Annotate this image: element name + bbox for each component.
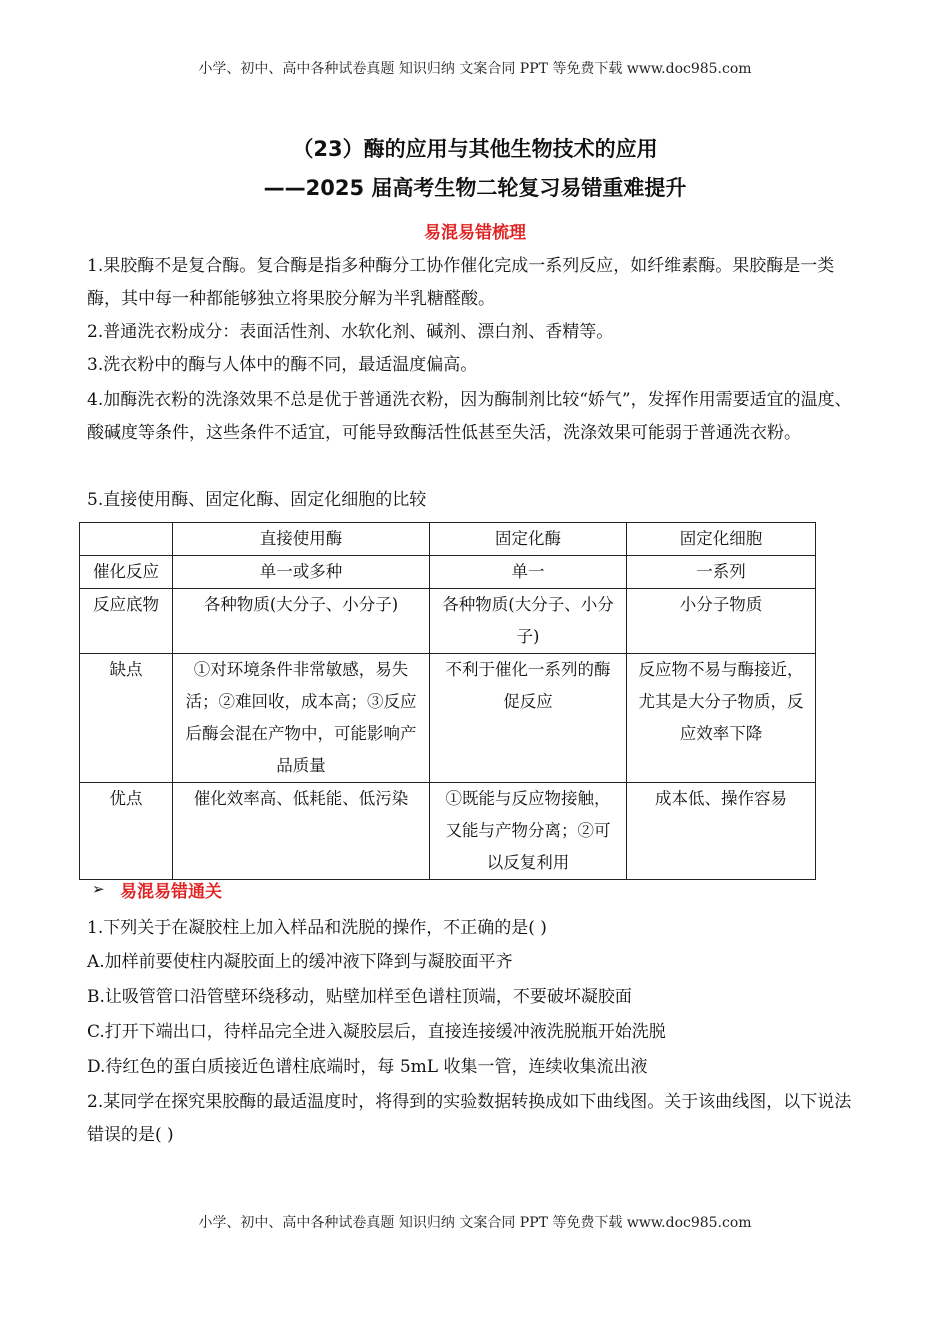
- page-footer: 小学、初中、高中各种试卷真题 知识归纳 文案合同 PPT 等免费下载 www.doc985.com: [198, 1215, 752, 1231]
- table-row: [80, 589, 816, 654]
- table-cell: 单一: [430, 556, 627, 589]
- comparison-table: [79, 522, 816, 880]
- table-cell: 成本低、操作容易: [627, 783, 816, 880]
- question-1: 1.下列关于在凝胶柱上加入样品和洗脱的操作，不正确的是( ): [87, 918, 547, 938]
- point-4: 4.加酶洗衣粉的洗涤效果不总是优于普通洗衣粉，因为酶制剂比较“娇气”，发挥作用需要适宜的温度、酸碱度等条件，这些条件不适宜，可能导致酶活性低甚至失活，洗涤效果可能弱于普通洗衣粉。: [87, 390, 852, 443]
- table-header-cell: 固定化细胞: [627, 523, 816, 556]
- point-1: 1.果胶酶不是复合酶。复合酶是指多种酶分工协作催化完成一系列反应，如纤维素酶。果胶酶是一类酶，其中每一种都能够独立将果胶分解为半乳糖醛酸。: [87, 256, 835, 309]
- page-header: 小学、初中、高中各种试卷真题 知识归纳 文案合同 PPT 等免费下载 www.doc985.com: [198, 61, 752, 77]
- table-row-label: 催化反应: [80, 556, 173, 589]
- table-cell: 单一或多种: [173, 556, 430, 589]
- table-cell: ①对环境条件非常敏感，易失活；②难回收，成本高；③反应后酶会混在产物中，可能影响产品质量: [173, 654, 430, 783]
- point-3: 3.洗衣粉中的酶与人体中的酶不同，最适温度偏高。: [87, 355, 478, 375]
- table-row-label: 优点: [80, 783, 173, 880]
- arrow-bullet-icon: ➢: [92, 880, 105, 898]
- table-header-row: [80, 523, 816, 556]
- question-1-option-d: D.待红色的蛋白质接近色谱柱底端时，每 5mL 收集一管，连续收集流出液: [87, 1057, 648, 1077]
- table-cell: ①既能与反应物接触，又能与产物分离；②可以反复利用: [430, 783, 627, 880]
- table-header-cell: 固定化酶: [430, 523, 627, 556]
- table-cell: 不利于催化一系列的酶促反应: [430, 654, 627, 783]
- question-1-option-b: B.让吸管管口沿管壁环绕移动，贴壁加样至色谱柱顶端，不要破坏凝胶面: [87, 987, 632, 1007]
- table-row: [80, 556, 816, 589]
- table-row: [80, 783, 816, 880]
- point-5: 5.直接使用酶、固定化酶、固定化细胞的比较: [87, 490, 427, 510]
- question-1-option-c: C.打开下端出口，待样品完全进入凝胶层后，直接连接缓冲液洗脱瓶开始洗脱: [87, 1022, 666, 1042]
- table-cell: 催化效率高、低耗能、低污染: [173, 783, 430, 880]
- table-cell: 一系列: [627, 556, 816, 589]
- point-2: 2.普通洗衣粉成分：表面活性剂、水软化剂、碱剂、漂白剂、香精等。: [87, 322, 614, 342]
- table-cell: 各种物质(大分子、小分子): [430, 589, 627, 654]
- table-cell: 小分子物质: [627, 589, 816, 654]
- table-row-label: 反应底物: [80, 589, 173, 654]
- question-2: 2.某同学在探究果胶酶的最适温度时，将得到的实验数据转换成如下曲线图。关于该曲线图，以下说法错误的是( ): [87, 1092, 852, 1145]
- table-header-cell: 直接使用酶: [173, 523, 430, 556]
- table-cell: 反应物不易与酶接近，尤其是大分子物质，反应效率下降: [627, 654, 816, 783]
- section-heading-review: 易混易错梳理: [424, 223, 526, 243]
- title-line-1: （23）酶的应用与其他生物技术的应用: [292, 137, 658, 161]
- table-row-label: 缺点: [80, 654, 173, 783]
- table-cell: 各种物质(大分子、小分子): [173, 589, 430, 654]
- title-line-2: ——2025 届高考生物二轮复习易错重难提升: [263, 176, 687, 200]
- question-1-option-a: A.加样前要使柱内凝胶面上的缓冲液下降到与凝胶面平齐: [87, 952, 513, 972]
- section-heading-practice: 易混易错通关: [120, 882, 222, 902]
- table-header-cell: [80, 523, 173, 556]
- table-row: [80, 654, 816, 783]
